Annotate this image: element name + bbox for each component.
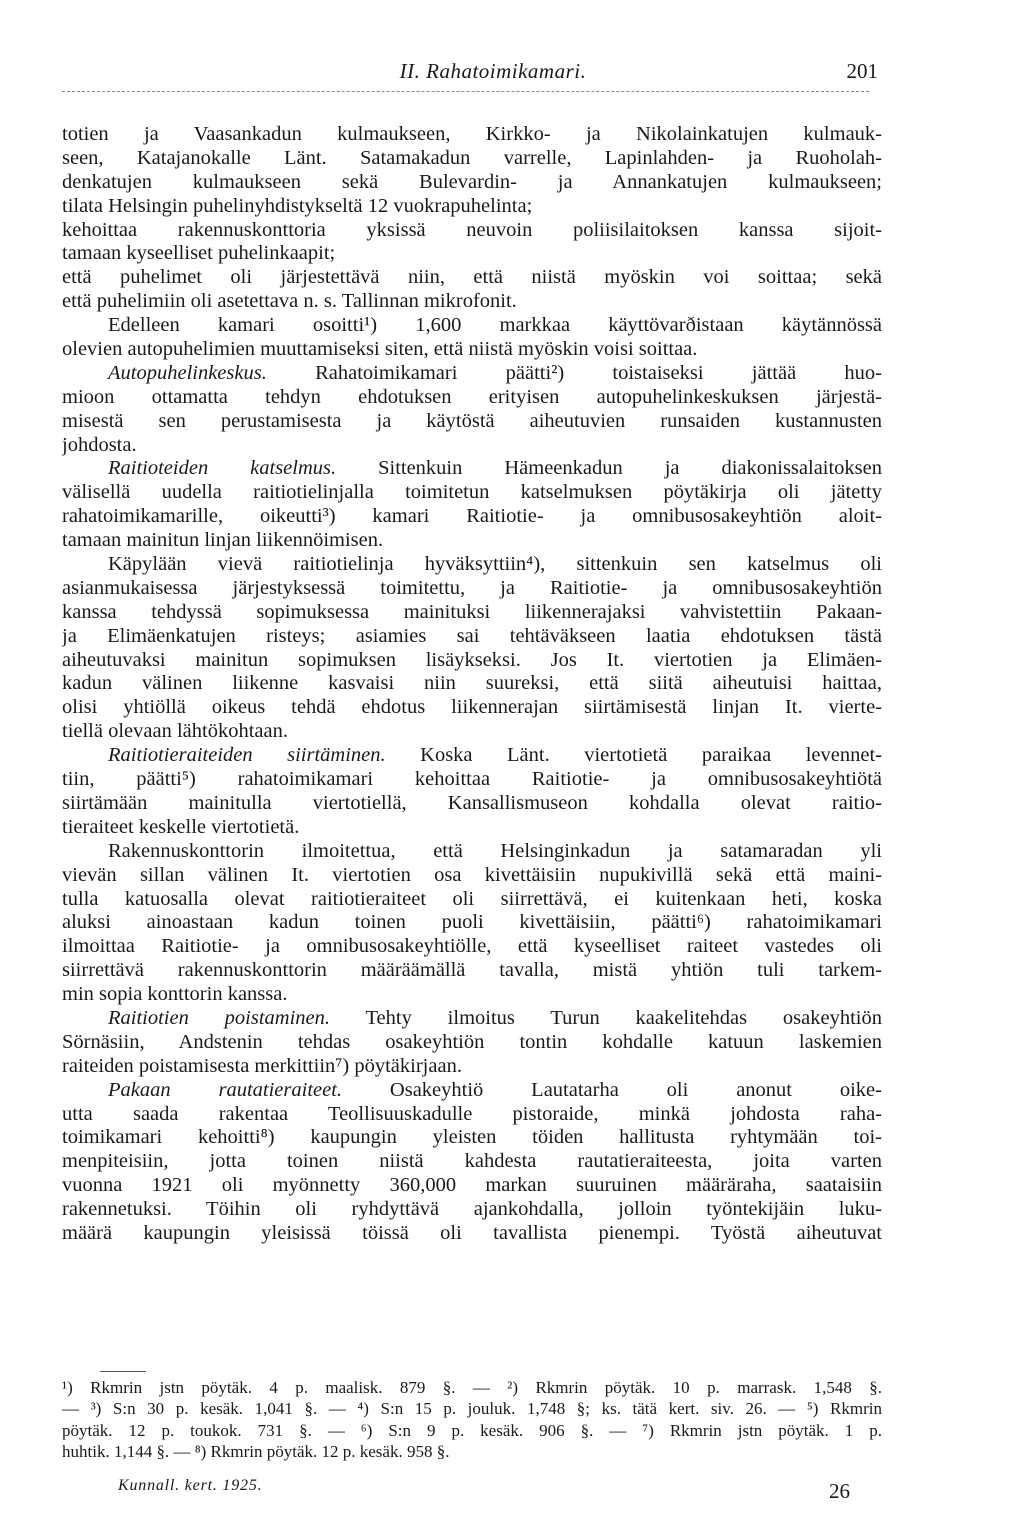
body-line-text: aiheutuvaksi mainitun sopimuksen lisäykseksi. Jos It. viertotien ja Elimäen- [62, 648, 882, 671]
body-line [62, 481, 882, 505]
body-line-text: rakennetuksi. Töihin oli ryhdyttävä ajankohdalla, jolloin työntekijäin luku- [62, 1198, 882, 1221]
body-line [62, 720, 882, 744]
body-line [62, 577, 882, 601]
body-line [62, 242, 882, 266]
body-line [62, 1103, 882, 1127]
body-line [62, 195, 882, 219]
section-heading: Raitioteiden katselmus. [108, 457, 337, 480]
header-title: II. Rahatoimikamari. [399, 59, 587, 83]
body-line [62, 123, 882, 147]
body-line-text: ja Elimäenkatujen risteys; asiamies sai tehtäväkseen laatia ehdotuksen tästä [62, 624, 882, 647]
body-line-text: tilata Helsingin puhelinyhdistykseltä 12 vuokrapuhelinta; [62, 194, 533, 217]
body-line [62, 911, 882, 935]
body-line [62, 768, 882, 792]
body-line [62, 792, 882, 816]
body-line [62, 1055, 882, 1079]
body-line-text: Edelleen kamari osoitti¹) 1,600 markkaa käyttövarðistaan käytännössä [108, 314, 882, 337]
footnote-line: huhtik. 1,144 §. — ⁸) Rkmrin pöytäk. 12 p. kesäk. 958 §. [62, 1441, 450, 1461]
body-line [62, 505, 882, 529]
body-line-text: kadun välinen liikenne kasvaisi niin suureksi, että siitä aiheutuisi haittaa, [62, 672, 882, 695]
footnote-line: — ³) S:n 30 p. kesäk. 1,041 §. — ⁴) S:n 15 p. jouluk. 1,748 §; ks. tätä kert. siv. 26. — ⁵) Rkmrin [62, 1399, 882, 1419]
body-line [62, 696, 882, 720]
body-line-text: kanssa tehdyssä sopimuksessa mainituksi liikennerajaksi vahvistettiin Pakaan- [62, 600, 882, 623]
body-line-text: menpiteisiin, jotta toinen niistä kahdesta rautatieraiteesta, joita varten [62, 1150, 882, 1173]
body-line [62, 649, 882, 673]
body-line [62, 983, 882, 1007]
section-heading: Raitiotien poistaminen. [108, 1006, 331, 1029]
body-line [62, 290, 882, 314]
body-line-text: että puhelimiin oli asetettava n. s. Tallinnan mikrofonit. [62, 290, 517, 313]
body-line [62, 1222, 882, 1246]
body-line-text: raiteiden poistamisesta merkittiin⁷) pöytäkirjaan. [62, 1054, 462, 1077]
body-line-text: tieraiteet keskelle viertotietä. [62, 815, 300, 838]
body-line-text: Koska Länt. viertotietä paraikaa levennet- [385, 744, 882, 767]
body-line-text: toimikamari kehoitti⁸) kaupungin yleisten töiden hallitusta ryhtymään toi- [62, 1126, 882, 1149]
body-line [62, 266, 882, 290]
body-line [62, 147, 882, 171]
section-heading: Autopuhelinkeskus. [108, 361, 267, 384]
body-line [62, 864, 882, 888]
running-header [108, 56, 878, 92]
footnote-line: ¹) Rkmrin jstn pöytäk. 4 p. maalisk. 879 §. — ²) Rkmrin pöytäk. 10 p. marrask. 1,548 §. [62, 1378, 882, 1397]
section-heading: Raitiotieraiteiden siirtäminen. [108, 744, 386, 767]
body-line [62, 1174, 882, 1198]
body-line [62, 959, 882, 983]
body-line [62, 1007, 882, 1031]
body-line [62, 362, 882, 386]
body-line [62, 672, 882, 696]
body-line-text: ilmoittaa Raitiotie- ja omnibusosakeyhtiölle, että kyseelliset raiteet vastedes oli [62, 935, 882, 958]
body-line-text: määrä kaupungin yleisissä töissä oli tavallista pienempi. Työstä aiheutuvat [62, 1221, 882, 1244]
body-line [62, 410, 882, 434]
section-heading: Pakaan rautatieraiteet. [108, 1078, 343, 1101]
body-line [62, 816, 882, 840]
body-line-text: Tehty ilmoitus Turun kaakelitehdas osakeyhtiön [330, 1006, 882, 1029]
body-line-text: siirrettävä rakennuskonttorin määräämällä tavalla, mistä yhtiön tuli tarkem- [62, 959, 882, 982]
body-line-text: olisi yhtiöllä oikeus tehdä ehdotus liikennerajan siirtämisestä linjan It. vierte- [62, 696, 882, 719]
body-line-text: Osakeyhtiö Lautatarha oli anonut oike- [342, 1078, 882, 1101]
header-rule [62, 91, 869, 92]
body-line-text: Sittenkuin Hämeenkadun ja diakonissalaitoksen [336, 457, 882, 480]
body-line-text: min sopia konttorin kanssa. [62, 983, 288, 1006]
body-line [62, 529, 882, 553]
footnote-line: pöytäk. 12 p. toukok. 731 §. — ⁶) S:n 9 p. kesäk. 906 §. — ⁷) Rkmrin jstn pöytäk. 1 p. [62, 1420, 882, 1440]
body-text [62, 123, 882, 1246]
body-line [62, 553, 882, 577]
footnotes [62, 1377, 882, 1462]
body-line [62, 219, 882, 243]
body-line-text: utta saada rakentaa Teollisuuskadulle pistoraide, minkä johdosta raha- [62, 1102, 882, 1125]
body-line [62, 744, 882, 768]
body-line-text: tiin, päätti⁵) rahatoimikamari kehoittaa Raitiotie- ja omnibusosakeyhtiötä [62, 768, 882, 791]
body-line [62, 171, 882, 195]
body-line [62, 386, 882, 410]
body-line-text: tamaan mainitun linjan liikennöimisen. [62, 529, 384, 552]
body-line-text: johdosta. [62, 433, 137, 456]
body-line-text: denkatujen kulmaukseen sekä Bulevardin- ja Annankatujen kulmaukseen; [62, 170, 882, 193]
body-line-text: rahatoimikamarille, oikeutti³) kamari Raitiotie- ja omnibusosakeyhtiön aloit- [62, 505, 882, 528]
body-line-text: kehoittaa rakennuskonttoria yksissä neuvoin poliisilaitoksen kanssa sijoit- [62, 218, 882, 241]
body-line [62, 625, 882, 649]
body-line [62, 314, 882, 338]
body-line-text: asianmukaisessa järjestyksessä toimitettu, ja Raitiotie- ja omnibusosakeyhtiön [62, 576, 882, 599]
body-line-text: tamaan kyseelliset puhelinkaapit; [62, 242, 336, 265]
body-line [62, 1126, 882, 1150]
body-line-text: tulla katuosalla olevat raitiotieraiteet oli siirrettävä, ei kuitenkaan heti, koska [62, 887, 882, 910]
body-line-text: Rahatoimikamari päätti²) toistaiseksi jättää huo- [266, 361, 882, 384]
body-line [62, 338, 882, 362]
body-line [62, 840, 882, 864]
body-line-text: vievän sillan välinen It. viertotien osa kivettäisiin nupukivillä sekä että maini- [62, 863, 882, 886]
body-line-text: että puhelimet oli järjestettävä niin, että niistä myöskin voi soittaa; sekä [62, 266, 882, 289]
body-line [62, 888, 882, 912]
body-line [62, 1198, 882, 1222]
footer-source: Kunnall. kert. 1925. [118, 1477, 263, 1494]
body-line [62, 601, 882, 625]
body-line-text: siirtämään mainitulla viertotiellä, Kansallismuseon kohdalla olevat raitio- [62, 791, 882, 814]
body-line-text: tiellä olevaan lähtökohtaan. [62, 720, 288, 743]
body-line-text: Käpylään vievä raitiotielinja hyväksyttiin⁴), sittenkuin sen katselmus oli [108, 553, 882, 576]
body-line-text: mioon ottamatta tehdyn ehdotuksen erityisen autopuhelinkeskuksen järjestä- [62, 385, 882, 408]
body-line [62, 457, 882, 481]
body-line [62, 434, 882, 458]
footer-sheet-number: 26 [829, 1479, 850, 1503]
body-line-text: totien ja Vaasankadun kulmaukseen, Kirkko- ja Nikolainkatujen kulmauk- [62, 123, 882, 145]
body-line-text: misestä sen perustamisesta ja käytöstä aiheutuvien runsaiden kustannusten [62, 409, 882, 432]
body-line-text: seen, Katajanokalle Länt. Satamakadun varrelle, Lapinlahden- ja Ruoholah- [62, 146, 882, 169]
body-line-text: vuonna 1921 oli myönnetty 360,000 markan suuruinen määräraha, saataisiin [62, 1174, 882, 1197]
body-line [62, 935, 882, 959]
body-line-text: aluksi ainoastaan kadun toinen puoli kivettäisiin, päätti⁶) rahatoimikamari [62, 911, 882, 934]
footnote-rule [100, 1371, 146, 1372]
body-line [62, 1079, 882, 1103]
page-number: 201 [846, 59, 878, 83]
body-line-text: Rakennuskonttorin ilmoitettua, että Helsinginkadun ja satamaradan yli [108, 839, 882, 862]
body-line-text: Sörnäsiin, Andstenin tehdas osakeyhtiön tontin kohdalle katuun laskemien [62, 1030, 882, 1053]
body-line [62, 1031, 882, 1055]
body-line-text: olevien autopuhelimien muuttamiseksi siten, että niistä myöskin voisi soittaa. [62, 338, 698, 361]
body-line [62, 1150, 882, 1174]
body-line-text: välisellä uudella raitiotielinjalla toimitetun katselmuksen pöytäkirja oli jätetty [62, 481, 882, 504]
